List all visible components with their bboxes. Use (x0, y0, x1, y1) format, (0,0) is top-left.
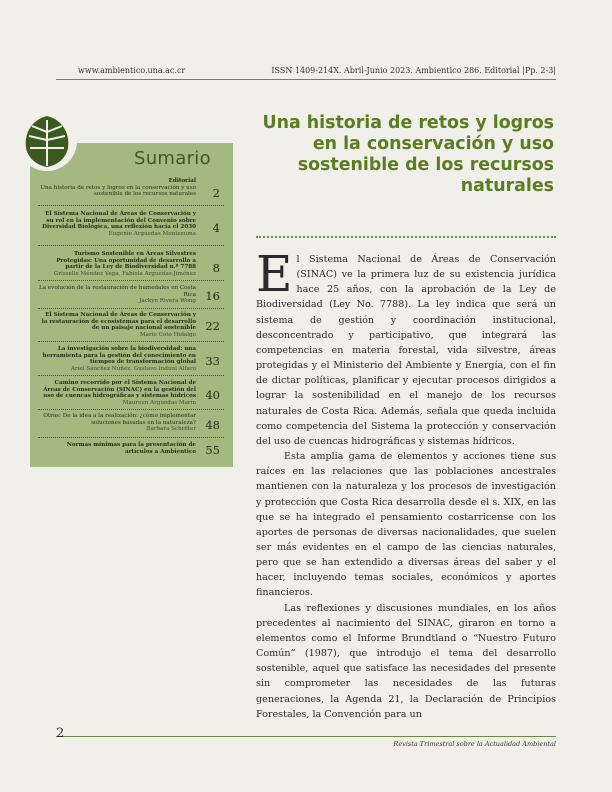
toc-divider (38, 280, 224, 281)
toc-page-number: 33 (205, 354, 220, 368)
toc-entry[interactable] (38, 211, 224, 238)
toc-page-number: 55 (205, 443, 220, 457)
toc-page-number: 4 (212, 221, 220, 235)
toc-entry-text: Una historia de retos y logros en la conservación y uso sostenible de los recursos naturales (40, 184, 196, 198)
toc-divider (38, 409, 224, 410)
toc-entry[interactable] (38, 178, 224, 198)
toc-divider (38, 205, 224, 206)
toc-entry[interactable] (38, 413, 224, 433)
toc-divider (38, 308, 224, 309)
article-title: Una historia de retos y logros en la conservación y uso sostenible de los recursos naturales (262, 113, 554, 196)
toc-entry[interactable] (38, 285, 224, 305)
article-body (256, 245, 556, 722)
toc-entry-heading: El Sistema Nacional de Áreas de Conservación y su rol en la implementación del Convenio sobre Diversidad Biológica, una reflexión hacia el 2030 (42, 211, 196, 231)
leaf-icon (16, 110, 78, 172)
toc-divider (38, 375, 224, 376)
toc-entry-author: Grisselle Méndez Vega, Fabiola Arguedas-Jiménez (53, 271, 196, 278)
header-rule (56, 79, 556, 80)
paragraph: Las reflexiones y discusiones mundiales, en los años precedentes al nacimiento del SINAC, giraron en torno a elementos como el Informe Brundtland o “Nuestro Futuro Común” (1987), que introdujo el tema del desarrollo sostenible, aquel que satisface las necesidades del presente sin comprometer las necesidades de las futuras generaciones, la Agenda 21, la Declaración de Principios Forestales, la Convención para un (256, 602, 556, 720)
title-divider (256, 236, 556, 238)
toc-entry-text: Otros: De la idea a la realización: ¿cómo implementar soluciones basadas en la naturaleza? (43, 413, 196, 426)
toc-entry[interactable] (38, 442, 224, 455)
website-url[interactable]: www.ambientico.una.ac.cr (78, 66, 186, 75)
toc-entry-heading: Editorial (168, 178, 196, 184)
toc-entry-author: Maureen Arguedas Marín (122, 400, 196, 407)
toc-page-number: 40 (205, 388, 220, 402)
paragraph (256, 245, 556, 449)
toc-entry[interactable] (38, 312, 224, 339)
toc-entry-heading: La investigación sobre la biodiversidad: una herramienta para la gestión del conocimiento en tiempos de transformación global (42, 346, 196, 366)
toc-entry-text: La evolución de la restauración de humedales en Costa Rica (39, 285, 196, 298)
toc-entry-heading: Turismo Sostenible en Áreas Silvestres Protegidas: Una oportunidad de desarrollo a partir de la Ley de Biodiversidad n.º 7788 (56, 251, 196, 271)
toc-entry-heading: Camino recorrido por el Sistema Nacional de Áreas de Conservación (SINAC) en la gestión del uso de cuencas hidrográficas y sistemas hídricos (43, 380, 196, 400)
journal-tagline: Revista Trimestral sobre la Actualidad Ambiental (393, 740, 556, 748)
toc-entry[interactable] (38, 380, 224, 407)
toc-divider (38, 245, 224, 246)
toc-page-number: 22 (205, 319, 220, 333)
toc-page-number: 48 (205, 418, 220, 432)
paragraph: Esta amplia gama de elementos y acciones tiene sus raíces en las relaciones que las poblaciones ancestrales mantienen con la naturaleza y los procesos de investigación y protección que Costa Rica desarrolla desde el s. XIX, en las que se ha integrado el pensamiento costarricense con los aportes de personas de diversas nacionalidades, que suelen ser más evidentes en el campo de las ciencias naturales, pero que se han extendido a diversas áreas del saber y el hacer, incluyendo temas sociales, económicos y aportes financieros. (256, 451, 556, 599)
footer-rule (56, 736, 556, 737)
toc-entry[interactable] (38, 251, 224, 278)
drop-cap: E (256, 245, 293, 303)
toc-entry-heading: Normas mínimas para la presentación de artículos a Ambientico (66, 442, 196, 455)
toc-entry-author: Mario Coto Hidalgo (139, 332, 196, 339)
toc-divider (38, 437, 224, 438)
issn-line: ISSN 1409-214X. Abril-Junio 2023. Ambientico 286. Editorial |Pp. 2-3| (271, 66, 556, 75)
page-number: 2 (56, 726, 65, 741)
toc-page-number: 8 (212, 261, 220, 275)
toc-entry-author: Eugenio Arguedas Montezuma (108, 231, 196, 238)
toc-entry-heading: El Sistema Nacional de Áreas de Conservación y la restauración de ecosistemas para el desarrollo de un paisaje nacional sostenible (41, 312, 196, 332)
toc-entry-author: Barbara Schröter (146, 426, 196, 433)
toc-divider (38, 341, 224, 342)
toc-entry-author: Jackyn Rivera Wong (139, 298, 196, 305)
toc-page-number: 2 (212, 186, 220, 200)
toc-entry-author: Ariel Sánchez Núñez, Gustavo Induni Alfaro (70, 366, 196, 373)
sumario-title: Sumario (134, 148, 211, 169)
toc-entry[interactable] (38, 346, 224, 373)
paragraph-text: l Sistema Nacional de Áreas de Conservación (SINAC) ve la primera luz de su existencia jurídica hace 25 años, con la aprobación de la Ley de Biodiversidad (Ley No. 7788). La ley indica que será un sistema de gestión y coordinación institucional, desconcentrado y participativo, que integrará las competencias en materia forestal, vida silvestre, áreas protegidas y el Ministerio del Ambiente y Energía, con el fin de dictar políticas, planificar y ejecutar procesos dirigidos a lograr la sostenibilidad en el manejo de los recursos naturales de Costa Rica. Además, señala que queda incluida como competencia del Sistema la protección y conservación del uso de cuencas hidrográficas y sistemas hídricos. (256, 254, 556, 447)
toc-page-number: 16 (205, 289, 220, 303)
